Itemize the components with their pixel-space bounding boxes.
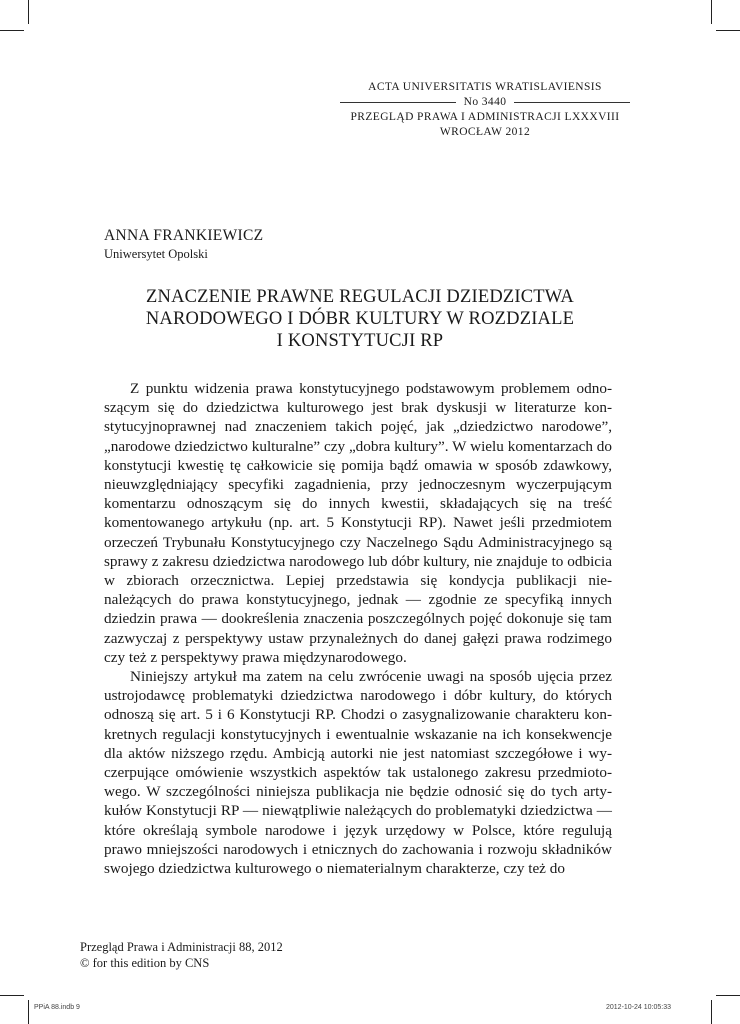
journal-number: No 3440 (463, 96, 507, 108)
crop-mark-bottom-left-h (0, 995, 24, 996)
journal-name: ACTA UNIVERSITATIS WRATISLAVIENSIS (368, 81, 602, 93)
article-body (104, 379, 612, 878)
crop-mark-bottom-right (711, 1000, 712, 1024)
title-line-1: ZNACZENIE PRAWNE REGULACJI DZIEDZICTWA (146, 287, 574, 307)
footer-copyright: © for this edition by CNS (80, 956, 210, 970)
journal-series: PRZEGLĄD PRAWA I ADMINISTRACJI LXXXVIII (350, 111, 620, 123)
crop-mark-top-left-h (0, 30, 24, 31)
page-footer (80, 939, 283, 971)
crop-mark-bottom-right-h (716, 995, 740, 996)
title-line-2: NARODOWEGO I DÓBR KULTURY W ROZDZIALE (145, 309, 575, 329)
journal-header (340, 80, 630, 140)
crop-mark-top-left (28, 0, 29, 24)
rule-right (514, 102, 630, 103)
footer-citation: Przegląd Prawa i Administracji 88, 2012 (80, 940, 283, 954)
rule-left (340, 102, 456, 103)
slug-file: PPiA 88.indb 9 (34, 1004, 80, 1011)
journal-place-year: WROCŁAW 2012 (439, 126, 531, 138)
article-title (100, 286, 620, 352)
crop-mark-bottom-left (28, 1000, 29, 1024)
author-name: ANNA FRANKIEWICZ (104, 227, 264, 244)
paragraph-2: Niniejszy artykuł ma zatem na celu zwrócenie uwagi na sposób ujęcia przez ustrojodawcę problematyki dziedzictwa narodowego i dóbr kultury, do których odnoszą się art. 5 i 6 Konstytucji RP. Chodzi o zasygnalizowanie charakteru konkretnych regulacji konstytucyjnych i ewentualnie wskazanie na ich konsekwencje dla aktów niższego rzędu. Ambicją autorki nie jest natomiast szczegółowe i wyczerpujące omówienie wszystkich aspektów tak ustalonego zakresu przedmiotowego. W szczególności niniejsza publikacja nie będzie odnosić się do tych artykułów Konstytucji RP — niewątpliwie należących do problematyki dziedzictwa — które określają symbole narodowe i język urzędowy w Polsce, które regulują prawo mniejszości narodowych i etnicznych do zachowania i rozwoju składników swojego dziedzictwa kulturowego o niematerialnym charakterze, czy też do (104, 668, 612, 878)
journal-number-row (340, 95, 630, 110)
crop-mark-top-right (711, 0, 712, 24)
author-affiliation: Uniwersytet Opolski (104, 247, 208, 261)
crop-mark-top-right-h (716, 30, 740, 31)
slug-timestamp: 2012-10-24 10:05:33 (606, 1004, 671, 1011)
title-line-3: I KONSTYTUCJI RP (276, 331, 444, 351)
paragraph-1: Z punktu widzenia prawa konstytucyjnego podstawowym problemem odnoszącym się do dziedzictwa kulturowego jest brak dyskusji w literaturze konstytucyjnoprawnej nad znaczeniem takich pojęć, jak „dziedzictwo narodowe”, „narodowe dziedzictwo kulturalne” czy „dobra kultury”. W wielu komentarzach do konstytucji kwestię tę całkowicie się pomija bądź omawia w sposób zdawkowy, nieuwzględniający specyfiki zagadnienia, przy jednoczesnym wyczerpującym komentarzu odnoszącym się do innych kwestii, składających się na treść komentowanego artykułu (np. art. 5 Konstytucji RP). Nawet jeśli przedmiotem orzeczeń Trybunału Konstytucyjnego czy Naczelnego Sądu Administracyjnego są sprawy z zakresu dziedzictwa narodowego lub dóbr kultury, nie znajduje to odbicia w zbiorach orzecznictwa. Lepiej przedstawia się kondycja publikacji nienależących do prawa konstytucyjnego, jednak — zgodnie ze specyfiką innych dziedzin prawa — dookreślenia znaczenia poszczególnych pojęć dokonuje się tam zazwyczaj z perspektywy ustaw przynależnych do danej gałęzi prawa rodzimego czy też z perspektywy prawa międzynarodowego. (104, 380, 612, 666)
